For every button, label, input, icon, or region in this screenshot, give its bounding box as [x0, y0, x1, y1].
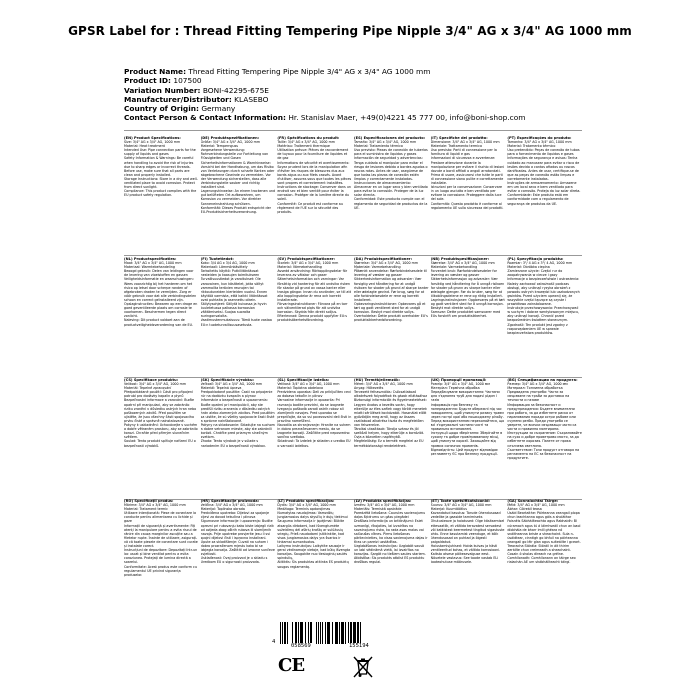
meta-variation-number [124, 86, 584, 95]
spec-section [201, 378, 276, 496]
spec-section-line: Informazioni di sicurezza e avvertenze: Prestare attenzione durante la manipolazione per evitare il rischio di lesioni dovute a bordi affilati o angoli arrotondati. Prima di usare, assicurarsi che tutte le parti di connessione siano pulite e correttamente installate. [430, 156, 505, 186]
spec-section-line: Usklađenost: Ovaj proizvod je u skladu s Uredbom EU o sigurnosti proizvoda. [200, 556, 268, 565]
spec-section-line: Kavandatud kasutus: Torude ühendusosad vedelike ja gaaside tarnimiseks [430, 511, 501, 520]
spec-section-heading: (PT) Especificações do produto: [507, 136, 572, 140]
spec-section-line: Taille: 3/4" AG x 3/4" AG, 1000 mm [277, 140, 336, 145]
barcode-lead-digit: 4 [272, 639, 276, 645]
spec-section-line: Säilytysohjeet: Säilytä kuivassa ja hyvin tuuletetussa paikassa korroosion välttämiseksi. Suojaa suoralta auringonvalolta. [200, 302, 267, 319]
spec-section-line: Material: Tratament termic [124, 507, 168, 512]
spec-section-line: Storage Instructions: Store in a dry and well-ventilated place to avoid corrosion. Protect from direct sunlight. [124, 176, 198, 190]
spec-section-heading: (SL) Specifikacije izdelka: [277, 378, 330, 382]
spec-section-line: Conformità: Questo prodotto è conforme al regolamento UE sulla sicurezza dei prodotti. [430, 201, 504, 210]
spec-section-line: Instrucciones de almacenamiento: Almacenar en un lugar seco y bien ventilado para evitar la corrosión. Proteger de la luz solar directa. [353, 181, 428, 198]
spec-section-line: Izmērs: 3/4" AG x 3/4" AG, 1000 mm [353, 503, 415, 508]
spec-section-line: Påtænkt anvendelse: Rørforbindelsesdele til levering af væsker og gasser [353, 269, 427, 278]
spec-section-heading: (HU) Termékjellemzők: [353, 378, 400, 382]
spec-section-line: Sicherheitsinformationen & Warnhinweise: Vorsicht bei der Handhabung, um das Risiko von Verletzungen durch scharfe Kanten oder abgebrochene Gewinde zu vermeiden. Vor der Verwendung sicherstellen, dass alle Verbindungsteile sauber und richtig installiert sind. [200, 160, 275, 190]
spec-section-line: Hoiustamisjuhised: Hoida kuivas ja hästi ventileeritud kohas, et vältida korrosiooni. Kaitsta otsese päikesevalguse eest. [430, 544, 501, 557]
meta-label: Product Name: [124, 67, 187, 76]
spec-section-line: Tárolási utasítások: Tárolja száraz és jól szellőző helyen, hogy elkerülje a korróziót. Óvja a közvetlen napfénytől. [353, 427, 425, 440]
spec-section-line: Інформація про безпеку та попередження: Будьте обережні під час поводження, щоб уникнути ризику травм через гострі краї або пошкоджену різьбу. Перед використанням переконайтеся, що всі з'єднувальні частини чисті та правильно встановлені. [430, 402, 505, 432]
spec-section [124, 499, 199, 617]
spec-section-line: Medžiaga: Terminis apdorojimas [277, 507, 331, 512]
spec-section-line: Zhoda: Tento výrobok je v súlade s nariadením EÚ o bezpečnosti výrobkov. [200, 439, 266, 448]
spec-section-line: Storlek: 3/4" AG x 3/4" AG, 1000 mm [277, 261, 339, 266]
spec-section-heading: (SK) Špecifikácie výrobku: [200, 378, 254, 382]
spec-section-heading: (FI) Tuotetiedot: [200, 257, 234, 261]
spec-section [431, 257, 506, 375]
spec-section-line: Compliance: This product complies with the EU product safety regulation. [124, 189, 197, 198]
spec-section-line: Ábhar: Cóireáil teasa [507, 507, 542, 512]
spec-section-line: Skladnost: Ta izdelek je skladen z uredbo EU o varnosti izdelkov. [277, 439, 351, 448]
spec-section-line: Veľkosť: 3/4" AG x 3/4" AG, 1000 mm [200, 382, 263, 387]
spec-section [201, 499, 276, 617]
spec-section-line: Förvaringsinstruktioner: Förvara på en torr och välventilerad plats för att undvika korrosion. Skydda från direkt solljus. [277, 302, 348, 315]
spec-section-line: Opslaginstructies: Bewaren op een droge en goed geventileerde plaats om corrosie te voorkomen. Beschermen tegen direct zonlicht. [124, 302, 198, 319]
spec-section-line: Instructions de stockage: Conserver dans un endroit sec et bien ventilé pour éviter la corrosion. Protéger de la lumière directe du soleil. [277, 185, 351, 202]
spec-section-line: Istruzioni per la conservazione: Conservare in un luogo asciutto e ben ventilato per evitare la corrosione. Proteggere dalla luce del sole. [430, 185, 503, 202]
spec-section-line: Veličina: 3/4" AG x 3/4" AG, 1000 mm [200, 503, 263, 508]
spec-section [277, 378, 352, 496]
spec-section-line: Comhlíonadh: Comhlíonann an táirge seo rialachán AE um shábháilteacht táirgí. [507, 556, 576, 565]
divider [124, 130, 582, 131]
spec-section-line: Sikkerhetsinformasjon og advarsler: Vær forsiktig ved håndtering for å unngå risikoen for skader på grunn av skarpe kanter eller ødelagte gjenger. Før du bruker, sørg for at tilkoblingsdelene er rene og riktig installert. [430, 277, 505, 298]
spec-section-line: Predpokladané použitie: Časti na pripojenie rúr na dodávku kvapalín a plynov [200, 390, 273, 399]
spec-section-line: Informações de segurança e avisos: Tenha cuidado ao manusear para evitar o risco de lesões devido a cantos afiados ou roscas danificadas. Antes de usar, certifique-se de que as peças de conexão estão limpas e corretamente instaladas. [507, 156, 580, 181]
meta-label: Contact Person & Contact Information: [124, 113, 286, 123]
spec-section-line: Utilisation prévue: Pièces de raccordement de tuyaux pour la fourniture de liquides et de gaz [277, 148, 349, 161]
spec-section-line: Информация за безопасност и предупреждения: Бъдете внимателни при работа, за да избегнете риска от наранявания поради остри ръбове или счупени резби. Преди употреба се уверете, че всички свързващи части са чисти и правилно монтирани. [507, 402, 577, 432]
spec-section-line: Materiale: Trattamento termico [430, 144, 483, 149]
spec-section-heading: (NL) Productspecificaties: [124, 257, 177, 261]
spec-section-line: Nõuetele vastavus: See toode vastab ELi tooteohutuse määrusele. [430, 556, 499, 565]
spec-section-line: Conformité: Ce produit est conforme au règlement de l'UE sur la sécurité des produits. [277, 201, 343, 214]
spec-section-line: Varnostne informacije in opozorila: Pri ravnanju bodite previdni, da se izognete tveganju poškodb zaradi ostrih robov ali zlomljenih navojev. Pred uporabo se prepričajte, da so vsi povezovalni deli čisti in pravilno nameščeni. [277, 398, 352, 423]
spec-section-line: Koko: 3/4 AG x 3/4 AG, 1000 mm [200, 261, 255, 266]
spec-section-line: Tarkoitettu käyttö: Putkiliitäntäosat nesteiden ja kaasujen toimitukseen [200, 269, 260, 278]
spec-section-line: Soulad: Tento produkt splňuje nařízení EU o bezpečnosti výrobků. [124, 439, 196, 448]
meta-value: 107500 [173, 76, 202, 86]
compliance-marks [276, 654, 426, 680]
ean-barcode [272, 622, 400, 652]
spec-section-line: Materijal: Toplinska obrada [200, 507, 245, 512]
spec-section-line: Laikymo instrukcijos: Laikykite sausoje ir gerai vėdinamoje vietoje, kad būtų išvengta korozijos. Saugokite nuo tiesioginių saulės spindulių. [277, 544, 351, 561]
spec-section-line: Material: Tratamiento térmico [353, 144, 403, 149]
spec-section [277, 499, 352, 617]
spec-section [507, 499, 582, 617]
spec-section-line: Mărime: 3/4" AG x 3/4" AG, 1000 mm [124, 503, 186, 508]
meta-value: Thread Fitting Tempering Pipe Nipple 3/4" AG x 3/4" AG 1000 mm [188, 67, 431, 76]
spec-section-heading: (ET) Toote spetsifikatsioonid: [430, 499, 490, 503]
meta-label: Variation Number: [124, 85, 201, 95]
meta-value: BONI-42295-675E [202, 85, 269, 95]
spec-section-line: Méret: 3/4" AG x 3/4" AG, 1000 mm [353, 382, 413, 387]
spec-section-line: Información de seguridad y advertencias: Tenga cuidado al manipular para evitar el riesgo de lesiones debido a bordes agudos o roscas rotas. Antes de usar, asegúrese de que todas las piezas de conexión estén limpias y correctamente instaladas. [353, 156, 428, 181]
spec-section-line: Zgodność: Ten produkt jest zgodny z rozporządzeniem UE w sprawie bezpieczeństwa produktów. [507, 322, 568, 335]
spec-section-line: Atbilstība: Šis produkts atbilst ES produktu drošības regulai. [353, 556, 425, 565]
spec-section-line: Conformidad: Este producto cumple con el reglamento de seguridad de productos de la UE. [353, 197, 428, 210]
spec-section [277, 257, 352, 375]
spec-section-line: Instrucțiuni de depozitare: Depozitați într-un loc uscat și bine ventilat pentru a evita coroziunea. Protejați de lumina directă a soarelui. [124, 548, 198, 565]
spec-section-line: Forventet bruk: Rørforbindelsesdeler for levering av væsker og gasser [430, 269, 497, 278]
spec-section-line: Paredzētā lietošana: Caurules savienojumu daļas šķidrumu un gāzu piegādei [353, 511, 426, 520]
spec-section-line: Предвидена употреба: Части за свързване на тръби за доставка на течности и газове [507, 390, 570, 403]
spec-section-line: Materiał: Obróbka cieplna [507, 265, 550, 270]
spec-section-line: Předpokládané použití: Části pro připojení potrubí pro dodávky kapalin a plynů [124, 390, 193, 399]
spec-section-line: Materiāls: Termiskā apstrāde [353, 507, 402, 512]
spec-section-line: Material: Heat treatment [124, 144, 165, 149]
spec-section [124, 378, 199, 496]
spec-section [507, 136, 582, 254]
meta-product-name [124, 67, 584, 76]
spec-section-line: Zamierzone użycie: Części rur do zaopatrywania w ciecze i gazy [507, 269, 563, 278]
spec-section-line: Vaatimustenmukaisuus: Tämä tuote vastaa EU:n tuoteturvallisuusasetusta. [200, 318, 272, 327]
spec-section-line: Size: 3/4" AG x 3/4" AG, 1000 mm [124, 140, 181, 145]
spec-section [354, 499, 429, 617]
spec-section-heading: (ES) Especificaciones del producto: [353, 136, 426, 140]
meta-contact [124, 113, 584, 122]
spec-section [507, 257, 582, 375]
barcode-bars [280, 622, 398, 644]
spec-section-heading: (LT) Produkto specifikacijos: [277, 499, 335, 503]
spec-section [431, 378, 506, 496]
spec-section-line: Uso pretendido: Peças de conexão de tubos para o fornecimento de líquidos e gases [507, 148, 580, 157]
spec-section-line: Размер: 3/4" AG x 3/4" AG, 1000 мм [507, 382, 568, 387]
spec-section-line: Sikkerhedsinformation og advarsler: Vær forsigtig ved håndtering for at undgå risikoen for skader på grund af skarpe kanter eller ødelagte gevind. Før brug, sørg for at alle forbindelsesdele er rene og korrekt installeret. [353, 277, 429, 302]
spec-section-line: Conformitate: Acest produs este conform cu regulamentul UE privind siguranța produselor. [124, 564, 197, 577]
spec-section-line: Відповідність: Цей продукт відповідає регламенту ЄС про безпеку продукції. [430, 447, 498, 456]
spec-section-line: Rozmiar: 3"/ 4 AG x 3"/ 4 AG, 1000 mm [507, 261, 573, 266]
spec-section-line: Bezpečnostní informace a varování: Buďte opatrní při manipulaci, aby se zabránilo riziku zranění v důsledku ostrých hran nebo poškozených závitů. Před použitím se ujistěte, že jsou všechny části spojovacího prvku čisté a správně nainstalované. [124, 398, 197, 423]
spec-section-line: Інструкції щодо зберігання: Зберігайте в сухому та добре провітрюваному місці, щоб уникнути корозії. Захищайте від прямих сонячних променів. [430, 431, 503, 448]
spec-section-line: Anyag: Hőkezelés [353, 386, 384, 391]
spec-section-line: Матеріал: Термічна обробка [430, 386, 480, 391]
spec-section-line: Beoogd gebruik: Delen van leidingen voor de levering van vloeistoffen en gassen [124, 269, 194, 278]
spec-section-line: Uso previsto: Piezas de conexión de tuberías para el suministro de líquidos y gases [353, 148, 428, 157]
spec-section-line: Navodila za shranjevanje: Hranite na suhem in dobro prezračevanem mestu, da se izognete koroziji. Zaščitite pred neposredno sončno svetlobo. [277, 423, 351, 440]
meta-country-of-origin [124, 104, 584, 113]
spec-section-line: Informacje o bezpieczeństwie i ostrzeżenia: Należy zachować ostrożność podczas obsługi, aby uniknąć ryzyka obrażeń z powodu ostrych krawędzi lub uszkodzonych gwintów. Przed użyciem upewnij się, że wszystkie części łączące są czyste i prawidłowo zainstalowane. [507, 277, 580, 307]
spec-section-line: Instrukcje przechowywania: Przechowywać w suchym i dobrze wentylowanym miejscu, aby uniknąć korozji. Chronić przed bezpośrednim światłem słonecznym. [507, 306, 580, 323]
spec-section [124, 257, 199, 375]
specifications-grid [124, 136, 582, 617]
barcode-bar [360, 622, 361, 644]
meta-label: Product ID: [124, 76, 172, 86]
spec-section [507, 378, 582, 496]
meta-value: Germany [201, 104, 236, 114]
spec-section-line: Dimensione: 3/4" AG x 3/4" AG, 1000 mm [430, 140, 500, 145]
spec-section-line: Megfelelőség: Ez a termék megfelel az EU termékbiztonsági rendeletének. [353, 439, 424, 448]
spec-section-line: Predviđena upotreba: Dijelovi za spajanje cijevi za dovod tekućina i plinova [200, 511, 270, 520]
spec-section-line: Størrelse: 3/4" AG x 3/4" AG, 1000 mm [353, 261, 419, 266]
spec-section-line: Materiale: Varmebehandling [353, 265, 401, 270]
spec-section-line: Numatytas naudojimas: Vamzdžių jungiamosios dalys skysčių ir dujų tiekimui [277, 511, 348, 520]
spec-section-line: Informácie o bezpečnosti a upozornenia: Buďte opatrní pri manipulácii, aby ste predišli riziku zranenia v dôsledku ostrých hrán alebo zlomených závitov. Pred použitím sa uistite, že sú všetky spojovacie časti čisté a správne nainštalované. [200, 398, 275, 423]
page-title: GPSR Label for : Thread Fitting Tempering Pipe Nipple 3/4" AG x 3/4" AG 1000 mm [68, 24, 632, 38]
spec-section-line: Dydis: 3/4" AG x 3/4" AG, 1000 mm [277, 503, 336, 508]
spec-section-heading: (DE) Produktspezifikationen: [200, 136, 260, 140]
spec-section-line: Material: Toplotna obdelava [277, 386, 323, 391]
spec-section-line: Overholdelse: Dette produkt overholder EU's produktsikkerhedsforordning. [353, 314, 428, 323]
spec-section-line: Safety Information & Warnings: Be careful when handling to avoid the risk of injuries due to sharp edges or incorrect threads. Before use, make sure that all parts are clean and properly installed. [124, 156, 194, 177]
spec-section-heading: (UK) Пропорції пропозиції: [430, 378, 487, 382]
spec-section-line: Материал: Топлинна обработка [507, 386, 563, 391]
spec-section-heading: (NB) Produktspesifikasjoner: [430, 257, 490, 261]
meta-manufacturer [124, 95, 584, 104]
spec-section-line: Samsvar: Dette produktet samsvarer med EUs forskrift om produktsikkerhet. [430, 310, 501, 319]
spec-section-line: Materiale: Varmebehandling [430, 265, 478, 270]
spec-section [431, 136, 506, 254]
spec-section-line: Инструкции за съхранение: Съхранявайте на сухо и добре проветриво място, за да избегнете корозия. Пазете от пряка слънчева светлина. [507, 431, 582, 448]
spec-section-heading: (EN) Product Specifications: [124, 136, 181, 140]
meta-label: Manufacturer/Distributor: [124, 94, 232, 104]
spec-section-line: Turvallisuustiedot ja varoitukset: Ole varovainen, kun käsittelet, jotta vältyt vammoilta terävien reunojen tai rikkoutuneiden kierteiden vuoksi. Ennen käyttöä varmista, että kaikki liitäntäosat ovat puhtaita ja asennettu oikein. [200, 277, 268, 302]
spec-section-line: Efterlevnad: Denna produkt uppfyller EU:s produktsäkerhetsförordning. [277, 314, 348, 323]
spec-section-heading: (PL) Specyfikacja produktu: [507, 257, 564, 261]
spec-section [354, 136, 429, 254]
spec-section-heading: (LV) Produkta specifikācijas: [353, 499, 412, 503]
spec-section-line: Съответствие: Този продукт отговаря на регламента на ЕС за безопасност на продуктите. [507, 447, 580, 460]
spec-section-line: Upute za skladištenje: Čuvati na suhom i dobro prozračenom mjestu kako bi se izbjegla korozija. Zaštititi od izravne sunčeve svjetlosti. [200, 539, 275, 557]
spec-section-line: Tamaño: 3/4" AG x 3/4" AG, 1000 mm [353, 140, 417, 145]
spec-section-line: Conformidade: Este produto está em conformidade com o regulamento de segurança de produtos da UE. [507, 193, 569, 206]
spec-section-line: Material: Tratamento térmico [507, 144, 556, 149]
spec-section-line: Treoracha Stórála: Stóráil in áit thirim aeráilte chun creimeadh a sheachaint. Cosain ó sholas díreach na gréine. [507, 544, 571, 557]
spec-section-line: Pokyny k uskladnění: Uchovávejte v suchém a dobře větraném prostoru, aby se zabránilo korozi. Chraňte před přímým slunečním světlem. [124, 423, 198, 440]
spec-section-line: Veiligheidsinformatie en waarschuwingen: Wees voorzichtig bij het hanteren om het risico op letsel door scherpe randen of afgebroken draden te vermijden. Zorg er vóór gebruik voor dat alle verbindingsdelen schoon en correct geïnstalleerd zijn. [124, 277, 197, 302]
spec-section-line: Lagringsinstruksjoner: Oppbevares på et tørt og godt ventilert sted for å unngå korrosjon. Beskytt mot direkte sollys. [430, 297, 505, 311]
crossed-out-wheelie-bin-icon [352, 655, 374, 679]
spec-section-line: Materiál: Tepelné zpracování [124, 386, 172, 391]
spec-section-heading: (SV) Produktspecifikationer: [277, 257, 335, 261]
spec-section-heading: (HR) Specifikacije proizvoda: [200, 499, 260, 503]
spec-section-line: Biztonsági információk és figyelmeztetések: Legyen óvatos a kezelés során, hogy elkerülje az éles szélek vagy törött menetek miatti sérülések kockázatát. Használat előtt győződjön meg arról, hogy az összes csatlakozó alkatrész tiszta és megfelelően van felszerelve. [353, 398, 427, 428]
spec-section-line: Instruções de armazenamento: Armazene em um local seco e bem ventilado para evitar a corrosão. Proteja da luz solar direta. [507, 181, 581, 194]
spec-section-line: Avsedd användning: Rörkopplingsdelar för leverans av vätskor och gaser [277, 269, 348, 278]
spec-section-line: Utilizare intenționată: Piese de conectare la conducte pentru alimentarea cu lichide și gaze [124, 511, 196, 524]
spec-section-heading: (RO) Specificații produs: [124, 499, 174, 503]
spec-section [431, 499, 506, 617]
spec-section-line: Úsáid Beartaithe: Páirteanna ceangail píopa chun leachtanna agus gáis a sholáthar [507, 511, 580, 520]
meta-label: Country of Origin: [124, 104, 199, 114]
spec-section-line: Velikost: 3/4" AG x 3/4" AG, 1000 mm [124, 382, 187, 387]
spec-section-line: Suurus: 3/4" AG x 3/4" AG, 1000 mm [430, 503, 492, 508]
spec-section-line: Vorgesehene Verwendung: Rohrverbindungsteile zur Fortleitung von Flüssigkeiten und Gasen [200, 148, 269, 161]
spec-section-heading: (FR) Spécifications du produit: [277, 136, 340, 140]
spec-section-heading: (IT) Specifiche del prodotto: [430, 136, 488, 140]
spec-section-heading: (CS) Specifikace produktu: [124, 378, 179, 382]
meta-value: Hr. Stanislav Maer, +49(0)4221 45 777 00, info@boni-shop.com [288, 113, 526, 123]
spec-section-heading: (GA) Sonraíochtaí Táirge: [507, 499, 559, 503]
spec-section-line: Opbevaringsinstruktioner: Opbevares på et tørt og godt ventileret sted for at undgå korrosion. Beskyt mod direkte sollys. [353, 302, 426, 315]
spec-section-line: Uso previsto: Parti di connessione per la fornitura di liquidi e gas [430, 148, 497, 157]
spec-section-line: Atitiktis: Šis produktas atitinka ES produktų saugos reglamentą. [277, 560, 349, 569]
spec-section [277, 136, 352, 254]
barcode-right-digits: 155194 [349, 643, 369, 649]
meta-value: KLASEBO [234, 94, 269, 104]
spec-section-heading: (BG) Спецификации на продукта: [507, 378, 578, 382]
spec-section-line: Drošības informācija un brīdinājumi: Esiet uzmanīgi, rīkojoties, lai izvairītos no savainojumu riska, ko rada asas malas vai salūzušas vītnes. Pirms lietošanas pārliecinieties, ka visas savienojuma daļas ir tīras un pareizi uzstādītas. [353, 519, 428, 544]
spec-section-line: Naleving: Dit product voldoet aan de productveiligheidsverordening van de EU. [124, 318, 194, 327]
spec-section-line: Material: Tempernguss [200, 144, 239, 149]
spec-section-line: Lagerungshinweise: An einem trockenen und gut belüfteten Ort aufbewahren, um Korrosion zu vermeiden. Vor direkter Sonneneinstrahlung schützen. [200, 189, 276, 206]
spec-section-line: Ohutusteave ja hoiatused: Olge käsitsemisel ettevaatlik, et vältida teravatest servadest või katkistest keermetest tingitud vigastuste ohtu. Enne kasutamist veenduge, et kõik ühendusosad on puhtad ja õigesti paigaldatud. [430, 519, 505, 544]
spec-section-line: Méid: 3/4" AG x 3/4" AG, 1000 mm [507, 503, 565, 508]
spec-section-line: Materiaali: Lämmönkäsittely [200, 265, 248, 270]
spec-section-line: Розмір: 3/4" AG x 3/4" AG, 1000 мм [430, 382, 490, 387]
spec-section-heading: (DA) Produktspecifikationer: [353, 257, 413, 261]
spec-section-line: Faisnéis Sábháilteachta agus Rabhaidh: Bí cúramach agus tú á láimhseáil chun an baol díobhála de bharr imill ghéara nó snáitheanna briste a sheachaint. Sula n-úsáidtear, cinntigh go bhfuil na páirteanna ceangail go léir glan agus suiteáilte i gceart. [507, 519, 581, 544]
product-meta [124, 67, 584, 123]
spec-section-line: Predvidena uporaba: Deli za priključitev cevi za dobavo tekočin in plinov [277, 390, 351, 399]
spec-section-line: Передбачуване використання: Частини для з'єднання труб для подачі рідин і газів [430, 390, 500, 403]
spec-section-line: Størrelse: 3/4" AG x 3/4" AG, 1000 mm [430, 261, 495, 266]
spec-section-line: Materjal: Kuumtöötlus [430, 507, 467, 512]
spec-section-line: Intended Use: Pipe connection parts for the supply of liquids and gases [124, 148, 196, 157]
spec-section-line: Saugumo informacija ir įspėjimai: Būkite atsargūs dirbdami, kad išvengtumėte sužeidimų dėl aštrių kraštų ar sulūžusių sriegių. Prieš naudodami įsitikinkite, kad visos jungiamosios dalys yra švarios ir tinkamai sumontuotos. [277, 519, 345, 544]
spec-section-line: Informations de sécurité et avertissements: Soyez prudent lors de la manipulation afin d'éviter les risques de blessures dus aux bords aigus ou aux filets cassés. Avant d'utiliser, assurez-vous que toutes les pièces sont propres et correctement installées. [277, 160, 352, 186]
spec-section-line: Tamanho: 3/4" AG x 3/4" AG, 1000 mm [507, 140, 572, 145]
spec-section [354, 378, 429, 496]
spec-section-line: Säkerhetsinformation och varningar: Var försiktig vid hantering för att undvika risken för skador på grund av vassa kanter eller trasiga gängor. Innan du använder, se till att alla kopplingsdelar är rena och korrekt installerade. [277, 277, 352, 302]
spec-section-line: Sigurnosne informacije i upozorenja: Budite oprezni pri rukovanju kako biste izbjegli rizik od ozljeda zbog oštrih rubova ili slomljenih navoja. Prije upotrebe provjerite jesu li svi spojni dijelovi čisti i ispravno instalirani. [200, 519, 274, 540]
spec-section-line: Uzglabāšanas instrukcijas: Uzglabāt sausā un labi vēdināmā vietā, lai izvairītos no korozijas. Sargāt no tiešiem saules stariem. [353, 544, 426, 557]
spec-section [124, 136, 199, 254]
spec-section-line: Pokyny na skladovanie: Skladujte na suchom a dobre vetranom mieste, aby ste zabránili korózii. Chráňte pred priamym slnečným svetlom. [200, 423, 275, 440]
spec-section [201, 136, 276, 254]
spec-section-line: Velikost: 3/4" AG x 3/4" AG, 1000 mm [277, 382, 340, 387]
spec-section [201, 257, 276, 375]
spec-section-line: Materiál: Tepelná úprava [200, 386, 242, 391]
spec-section-line: Konformität: Dieses Produkt entspricht der EU-Produktsicherheitsverordnung. [200, 205, 271, 214]
meta-product-id [124, 76, 584, 85]
spec-section-line: Matériau: Traitement thermique [277, 144, 330, 149]
spec-section-line: Maat: 3/4" AG x 3/4" AG, 1000 mm [124, 261, 182, 266]
spec-section-line: Tervezett felhasználás: Csőcsatlakozó alkatrészek folyadékok és gázok ellátásához [353, 390, 428, 399]
ce-mark-icon: CE [278, 655, 305, 676]
spec-section-line: Größe: 3/4" AG x 3/4" AG, 1000 mm [200, 140, 261, 145]
spec-section [354, 257, 429, 375]
spec-section-line: Material: Värmebehandling [277, 265, 322, 270]
barcode-left-digits: 058569 [291, 643, 311, 649]
spec-section-line: Informații de siguranță și avertismente: Fiți atenți la manipulare pentru a evita riscul de rănire din cauza marginilor ascuțite sau a filetelor rupte. Înainte de utilizare, asigurați-vă că toate piesele de conectare sunt curate și instalate corect. [124, 523, 198, 549]
spec-section-line: Materiaal: Warmtebehandeling [124, 265, 175, 270]
